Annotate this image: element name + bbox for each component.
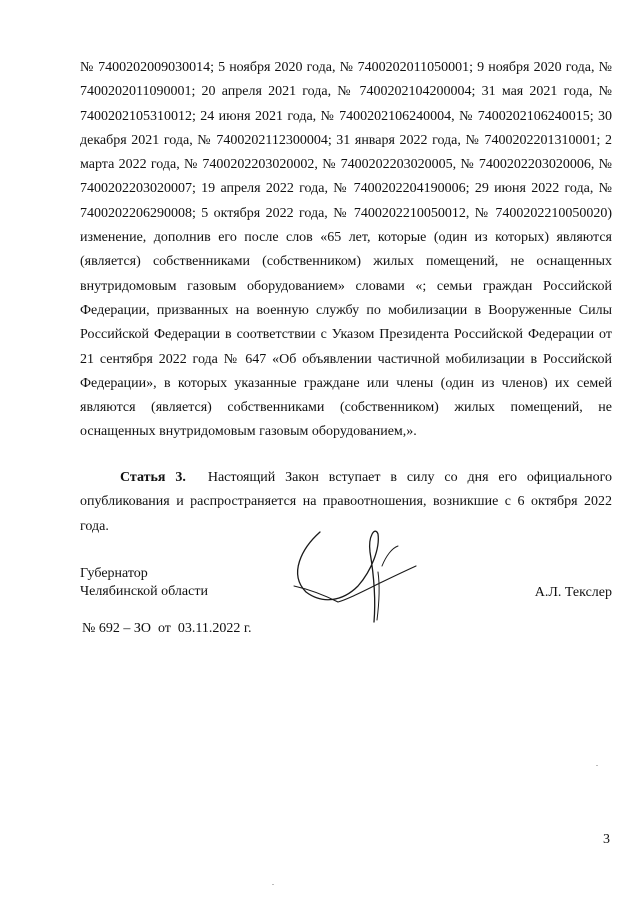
signatory-title-line2: Челябинской области: [80, 584, 208, 599]
signatory-title-line1: Губернатор: [80, 566, 148, 581]
signatory-title: [80, 565, 208, 601]
article-text: Настоящий Закон вступает в силу со дня его официального опубликования и распространяется на правоотношения, возникшие с 6 октября 2022 года.: [80, 470, 613, 534]
handwritten-signature: [282, 526, 422, 626]
signatory-name: А.Л. Текслер: [534, 585, 612, 600]
law-number: № 692 – ЗО от 03.11.2022 г.: [82, 621, 252, 636]
page-number: 3: [603, 832, 610, 847]
body-paragraph: № 7400202009030014; 5 ноября 2020 года, № 7400202011050001; 9 ноября 2020 года, № 7400202011090001; 20 апреля 2021 года, № 7400202104200004; 31 мая 2021 года, № 7400202105310012; 24 июня 2021 года, № 7400202106240004, № 7400202106240015; 30 декабря 2021 года, № 7400202112300004; 31 января 2022 года, № 7400202201310001; 2 марта 2022 года, № 7400202203020002, № 7400202203020005, № 7400202203020006, № 7400202203020007; 19 апреля 2022 года, № 7400202204190006; 29 июня 2022 года, № 7400202206290008; 5 октября 2022 года, № 7400202210050012, № 7400202210050020) изменение, дополнив его после слов «65 лет, которые (один из которых) являются (является) собственниками (собственником) жилых помещений, не оснащенных внутридомовым газовым оборудованием» словами «; семьи граждан Российской Федерации, призванных на военную службу по мобилизации в Вооруженные Силы Российской Федерации в соответствии с Указом Президента Российской Федерации от 21 сентября 2022 года № 647 «Об объявлении частичной мобилизации в Российской Федерации», в которых указанные граждане или члены (один из членов) их семей являются (является) собственниками (собственником) жилых помещений, не оснащенных внутридомовым газовым оборудованием,».: [80, 60, 612, 440]
article-label: Статья 3.: [120, 470, 186, 485]
